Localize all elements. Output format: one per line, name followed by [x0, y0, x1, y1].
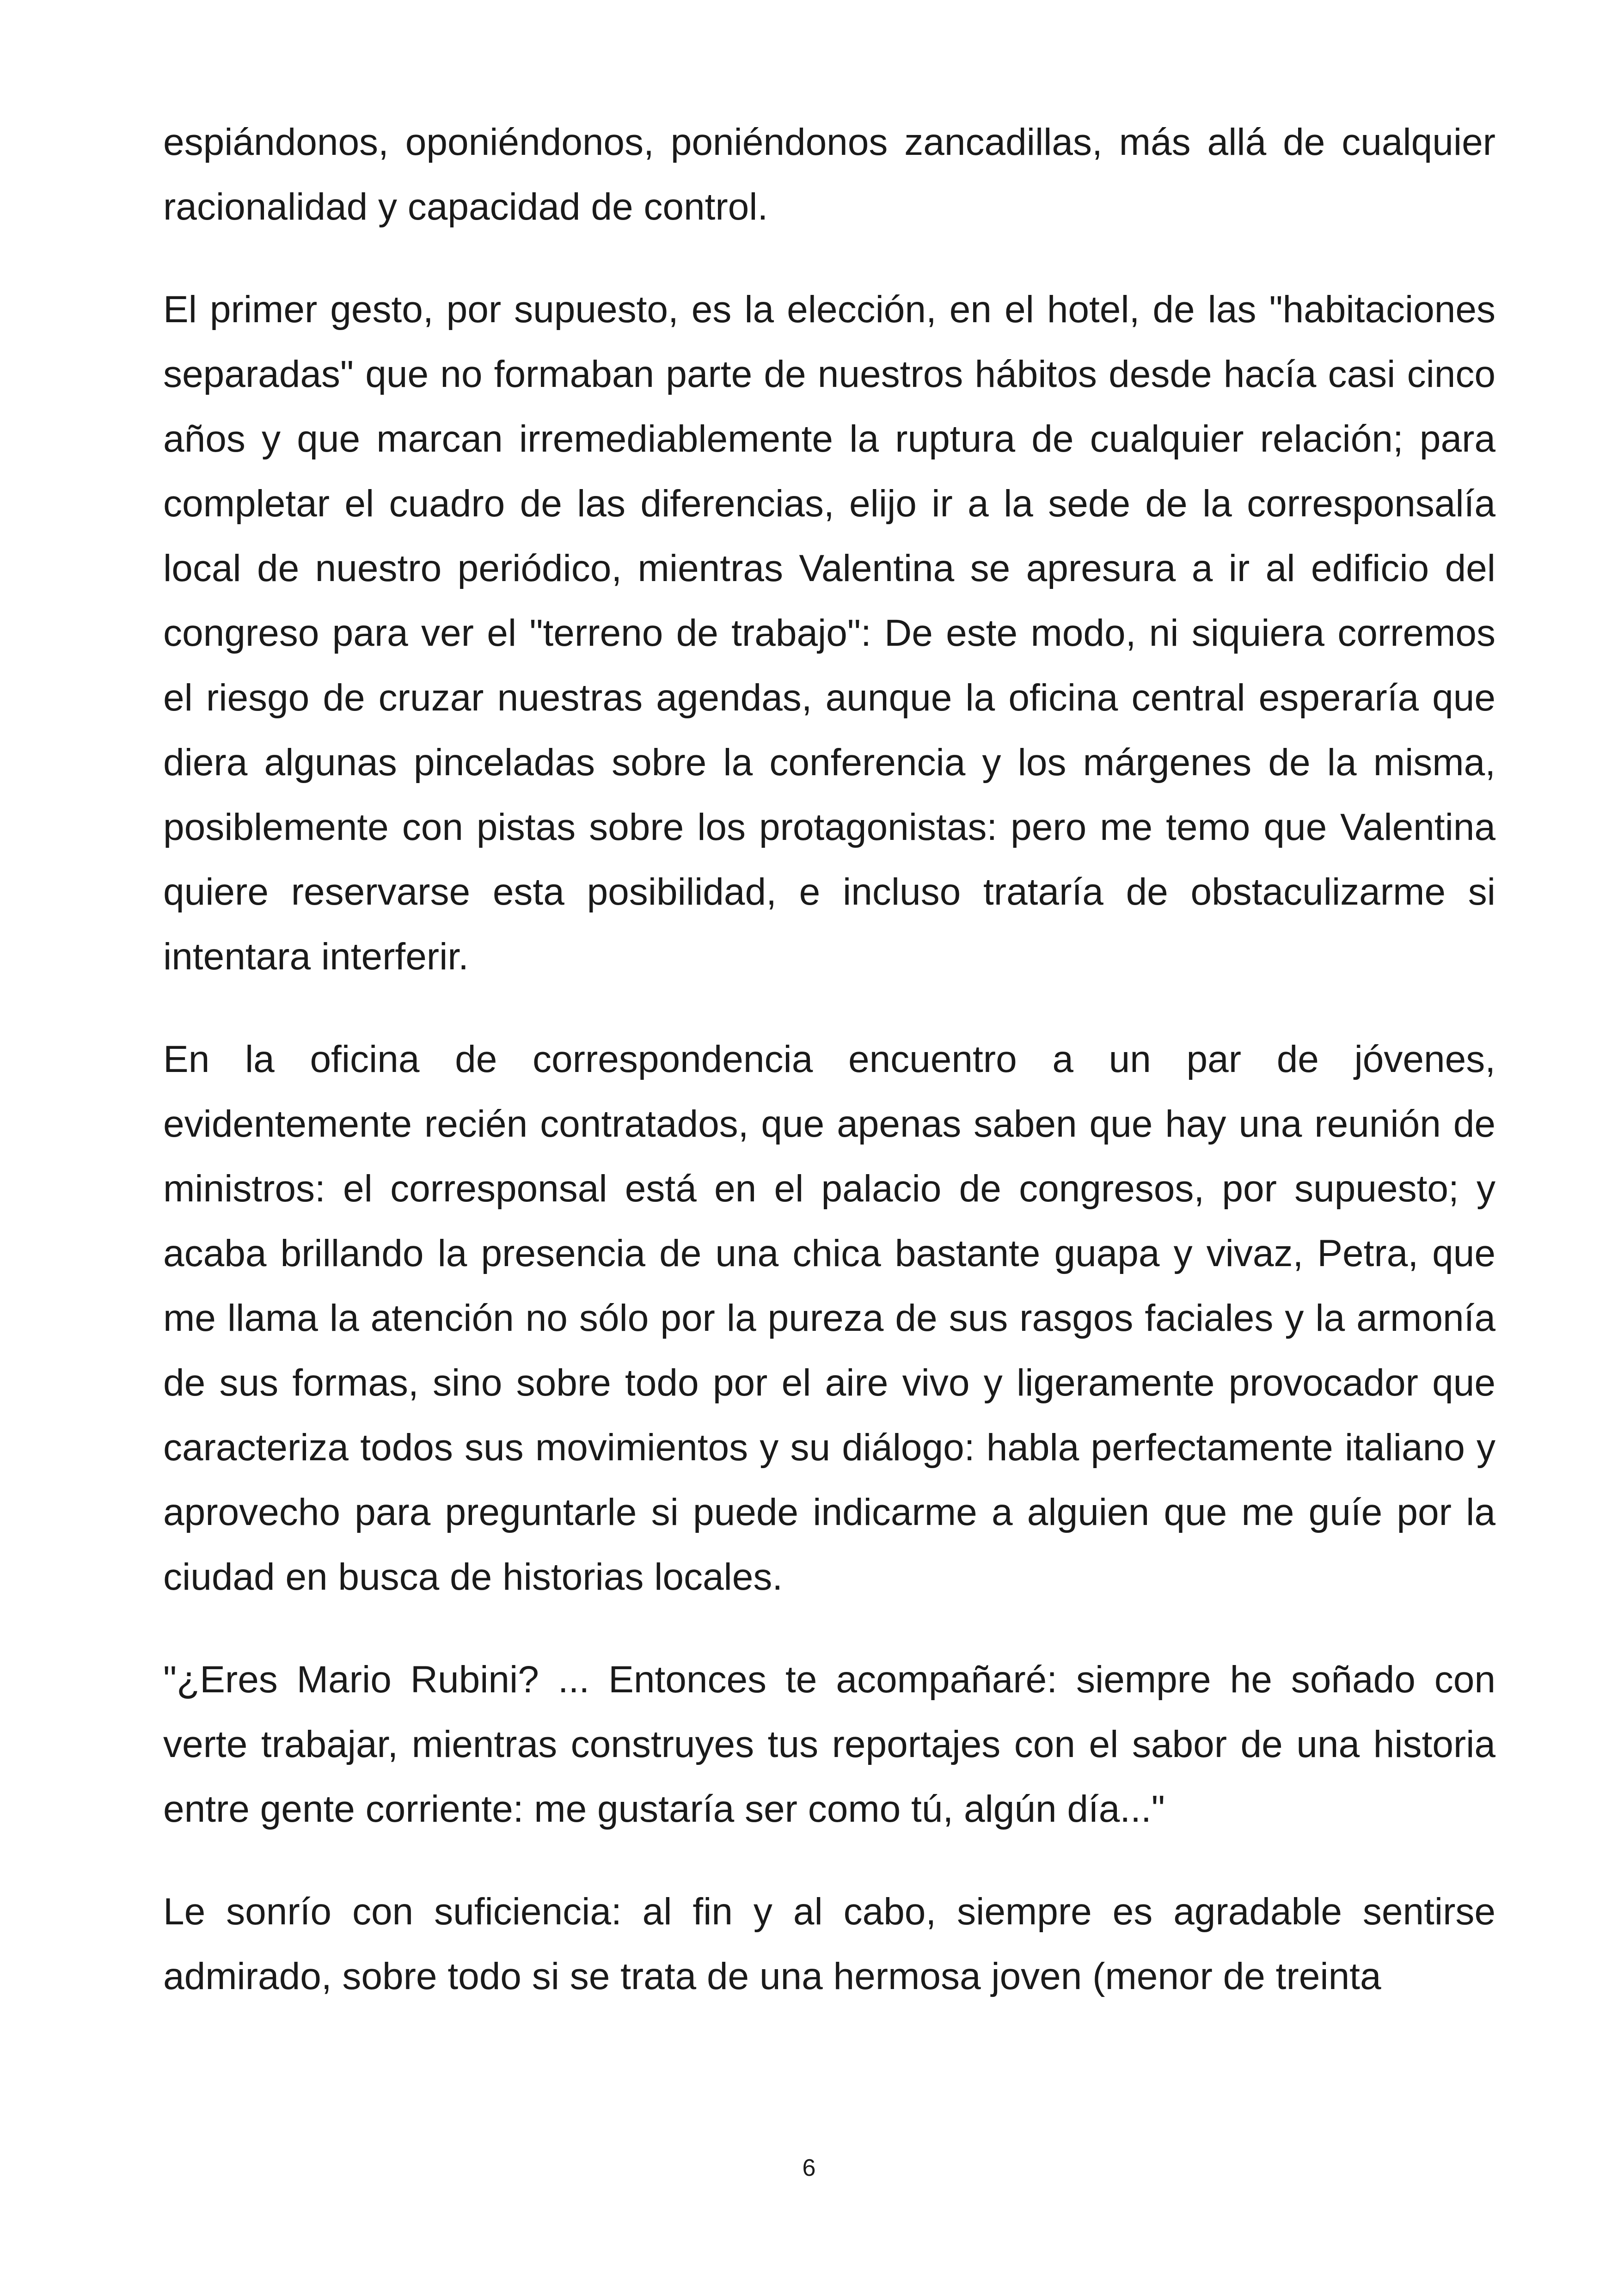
page-number: 6 — [802, 2155, 816, 2181]
paragraph-3: En la oficina de correspondencia encuentro a un par de jóvenes, evidentemente recién contratados, que apenas saben que hay una reunión de ministros: el corresponsal está en el palacio de congresos, por supuesto; y acaba brillando la presencia de una chica bastante guapa y vivaz, Petra, que me llama la atención no sólo por la pureza de sus rasgos faciales y la armonía de sus formas, sino sobre todo por el aire vivo y ligeramente provocador que caracteriza todos sus movimientos y su diálogo: habla perfectamente italiano y aprovecho para preguntarle si puede indicarme a alguien que me guíe por la ciudad en busca de historias locales. — [163, 1038, 1495, 1598]
paragraph-1: espiándonos, oponiéndonos, poniéndonos zancadillas, más allá de cualquier racionalidad y capacidad de control. — [163, 121, 1495, 228]
paragraph-5: Le sonrío con suficiencia: al fin y al cabo, siempre es agradable sentirse admirado, sobre todo si se trata de una hermosa joven (menor de treinta — [163, 1891, 1495, 1997]
paragraph-4: "¿Eres Mario Rubini? ... Entonces te acompañaré: siempre he soñado con verte trabajar, mientras construyes tus reportajes con el sabor de una historia entre gente corriente: me gustaría ser como tú, algún día..." — [163, 1659, 1495, 1830]
body-text — [163, 110, 1495, 2047]
paragraph-2: El primer gesto, por supuesto, es la elección, en el hotel, de las "habitaciones separadas" que no formaban parte de nuestros hábitos desde hacía casi cinco años y que marcan irremediablemente la ruptura de cualquier relación; para completar el cuadro de las diferencias, elijo ir a la sede de la corresponsalía local de nuestro periódico, mientras Valentina se apresura a ir al edificio del congreso para ver el "terreno de trabajo": De este modo, ni siquiera corremos el riesgo de cruzar nuestras agendas, aunque la oficina central esperaría que diera algunas pinceladas sobre la conferencia y los márgenes de la misma, posiblemente con pistas sobre los protagonistas: pero me temo que Valentina quiere reservarse esta posibilidad, e incluso trataría de obstaculizarme si intentara interferir. — [163, 288, 1495, 978]
